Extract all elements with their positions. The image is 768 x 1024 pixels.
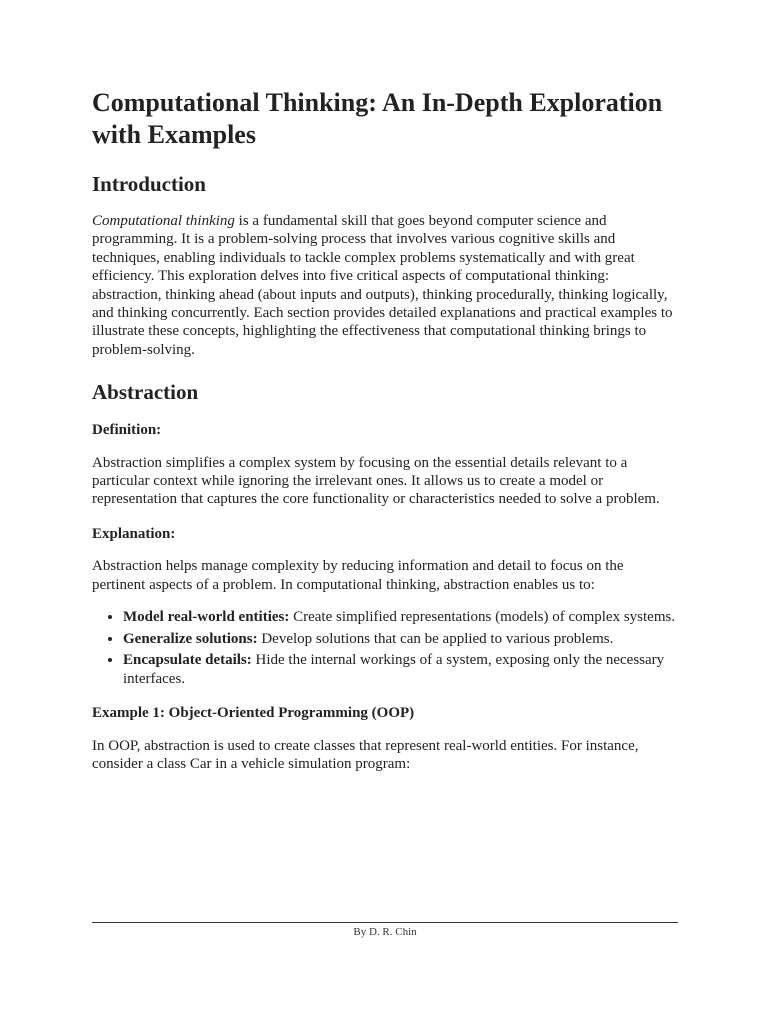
list-item (123, 608, 678, 626)
bullet-text: Hide the internal workings of a system, exposing only the necessary interfaces. (123, 652, 665, 687)
explanation-text: Abstraction helps manage complexity by reducing information and detail to focus on the pertinent aspects of a problem. In computational thinking, abstraction enables us to: (92, 558, 624, 593)
example1-label: Example 1: Object-Oriented Programming (OOP) (92, 705, 415, 722)
example1-text: In OOP, abstraction is used to create classes that represent real-world entities. For instance, consider a class Car in a vehicle simulation program: (92, 737, 639, 772)
page-footer (92, 922, 678, 939)
definition-label: Definition: (92, 422, 162, 439)
introduction-heading: Introduction (92, 172, 206, 196)
list-item (123, 651, 678, 688)
abstraction-heading: Abstraction (92, 380, 199, 405)
bullet-text: Create simplified representations (models) of complex systems. (289, 609, 676, 626)
bullet-term: Encapsulate details: (123, 652, 252, 669)
bullet-term: Model real-world entities: (123, 609, 290, 626)
bullet-term: Generalize solutions: (123, 630, 258, 647)
explanation-label: Explanation: (92, 525, 176, 542)
introduction-paragraph (92, 212, 678, 359)
document-page (92, 0, 678, 773)
list-item (123, 630, 678, 648)
document-title: Computational Thinking: An In-Depth Exploration with Examples (92, 88, 663, 149)
abstraction-bullet-list (92, 608, 678, 688)
introduction-term: Computational thinking (92, 213, 235, 229)
definition-text: Abstraction simplifies a complex system by focusing on the essential details relevant to a particular context while ignoring the irrelevant ones. It allows us to create a model or representation that captures the core functionality or characteristics needed to solve a problem. (92, 454, 660, 508)
footer-author: By D. R. Chin (353, 926, 417, 938)
bullet-text: Develop solutions that can be applied to various problems. (257, 630, 614, 647)
introduction-text: is a fundamental skill that goes beyond computer science and programming. It is a problem-solving process that involves various cognitive skills and techniques, enabling individuals to tackle complex problems systematically and with great efficiency. This exploration delves into five critical aspects of computational thinking: abstraction, thinking ahead (about inputs and outputs), thinking procedurally, thinking logically, and thinking concurrently. Each section provides detailed explanations and practical examples to illustrate these concepts, highlighting the effectiveness that computational thinking brings to problem-solving. (92, 213, 673, 358)
